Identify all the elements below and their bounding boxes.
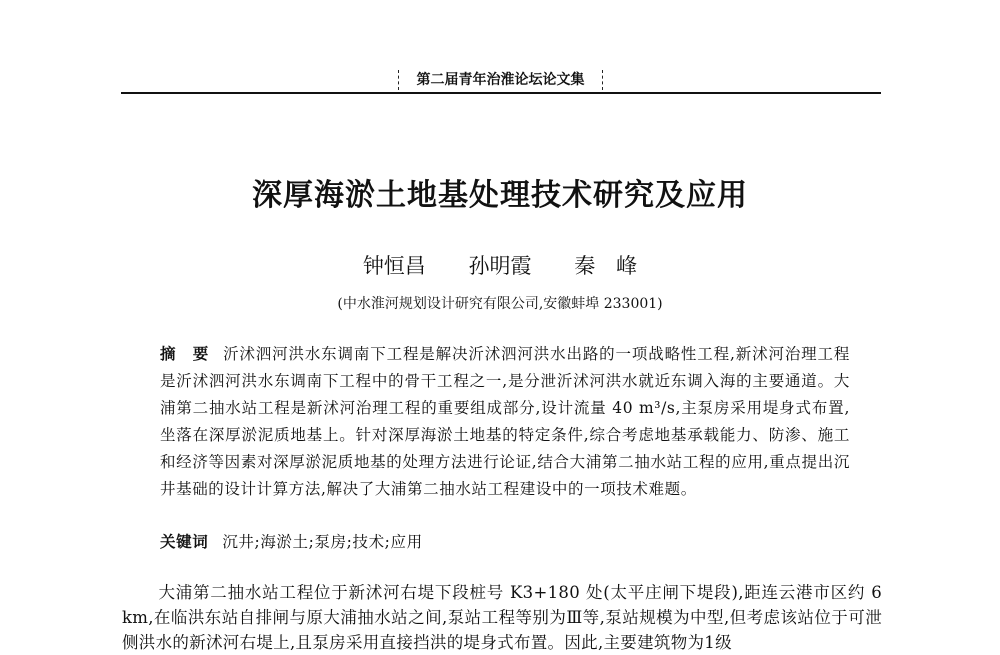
running-header <box>121 68 881 96</box>
paper-title: 深厚海淤土地基处理技术研究及应用 <box>252 178 748 213</box>
author-3: 秦 峰 <box>574 254 638 278</box>
affiliation: (中水淮河规划设计研究有限公司,安徽蚌埠 233001) <box>337 296 663 312</box>
author-list <box>0 250 1000 280</box>
keywords-label: 关键词 <box>160 533 209 551</box>
author-1: 钟恒昌 <box>362 254 426 278</box>
series-title: 第二届青年治淮论坛论文集 <box>398 70 603 90</box>
abstract-text: 沂沭泗河洪水东调南下工程是解决沂沭泗河洪水出路的一项战略性工程,新沭河治理工程是沂沭泗河洪水东调南下工程中的骨干工程之一,是分泄沂沭河洪水就近东调入海的主要通道。大浦第二抽水站工程是新沭河治理工程的重要组成部分,设计流量 40 m³/s,主泵房采用堤身式布置,坐落在深厚淤泥质地基上。针对深厚海淤土地基的特定条件,综合考虑地基承载能力、防渗、施工和经济等因素对深厚淤泥质地基的处理方法进行论证,结合大浦第二抽水站工程的应用,重点提出沉井基础的设计计算方法,解决了大浦第二抽水站工程建设中的一项技术难题。 <box>160 345 850 498</box>
keywords-text: 沉井;海淤土;泵房;技术;应用 <box>222 533 423 551</box>
keywords-block <box>160 530 850 554</box>
abstract-block <box>160 341 850 503</box>
body-paragraph-text: 大浦第二抽水站工程位于新沭河右堤下段桩号 K3+180 处(太平庄闸下堤段),距连云港市区约 6 km,在临洪东站自排闸与原大浦抽水站之间,泵站工程等别为Ⅲ等,泵站规模为中型,但考虑该站位于可泄侧洪水的新沭河右堤上,且泵房采用直接挡洪的堤身式布置。因此,主要建筑物为1级 <box>122 583 882 652</box>
author-2: 孙明霞 <box>468 254 532 278</box>
header-rule <box>121 92 881 94</box>
abstract-label: 摘 要 <box>160 345 210 363</box>
